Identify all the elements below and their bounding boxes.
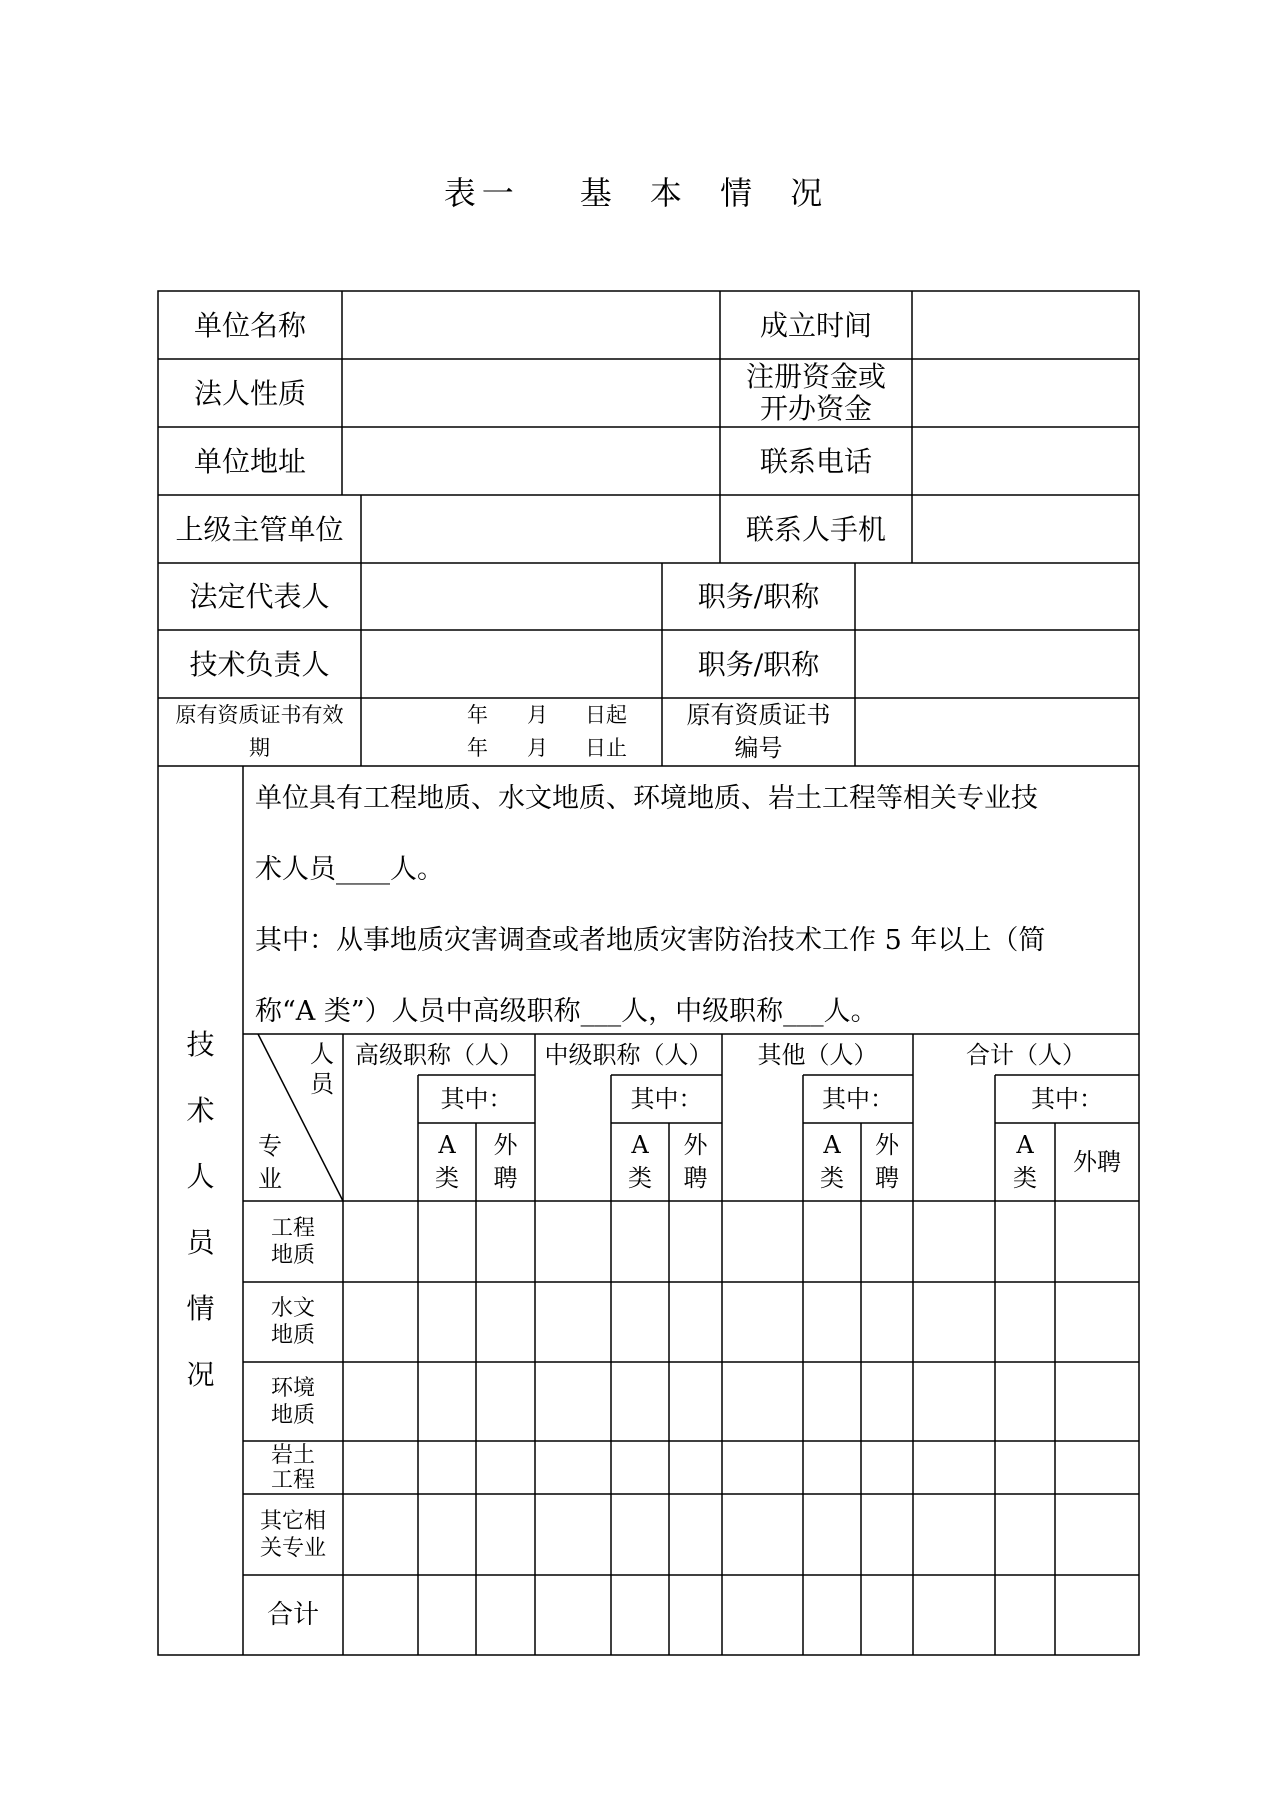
row-label-line: 地质 (270, 1242, 315, 1268)
col-external-total: 外聘 (1073, 1148, 1121, 1176)
group-header-other: 其他（人） (757, 1040, 878, 1069)
corner-header-major (253, 1130, 287, 1196)
external-char: 聘 (493, 1164, 518, 1192)
period-start-day: 日起 (585, 703, 627, 727)
row-label-engineering-geology (243, 1201, 343, 1282)
period-start-year: 年 (467, 703, 488, 727)
label-phone: 联系电话 (759, 444, 872, 478)
label-legal-rep: 法定代表人 (189, 580, 330, 613)
staff-label-char: 员 (186, 1226, 215, 1259)
row-label-line: 工程 (270, 1215, 315, 1241)
row-label-line: 工程 (270, 1467, 315, 1493)
col-external-senior (476, 1123, 535, 1201)
label-capital-line1: 注册资金或 (745, 360, 886, 393)
label-position-1: 职务/职称 (697, 580, 820, 613)
external-char: 外 (875, 1131, 899, 1159)
label-founded: 成立时间 (759, 308, 872, 342)
of-which-intermediate: 其中： (630, 1085, 703, 1113)
row-label-line: 水文 (270, 1296, 315, 1321)
external-char: 外 (493, 1131, 518, 1159)
a-class-char: 类 (628, 1164, 652, 1192)
corner-top-char: 员 (310, 1070, 334, 1098)
group-header-intermediate: 中级职称（人） (544, 1040, 713, 1069)
staff-section-label (158, 1010, 243, 1410)
row-label-environmental-geology (243, 1362, 343, 1441)
label-validity-line1: 原有资质证书有效 (175, 703, 344, 727)
row-label-line: 其它相 (259, 1508, 326, 1534)
field-address[interactable] (342, 427, 720, 495)
corner-top-char: 人 (310, 1040, 334, 1068)
col-external-other (861, 1123, 913, 1201)
a-class-char: A (1016, 1131, 1034, 1159)
a-class-char: A (438, 1131, 456, 1159)
period-end-month: 月 (527, 736, 548, 760)
group-header-total: 合计（人） (966, 1040, 1086, 1069)
field-contact-mobile[interactable] (912, 495, 1139, 563)
external-char: 聘 (875, 1164, 899, 1192)
staff-label-char: 技 (186, 1028, 215, 1061)
field-capital[interactable] (912, 359, 1139, 427)
title-prefix: 表一 (443, 174, 520, 212)
a-class-char: A (823, 1131, 841, 1159)
col-a-class-senior (418, 1123, 476, 1201)
field-cert-no[interactable] (855, 698, 1139, 766)
validity-period-start[interactable] (467, 698, 662, 732)
row-label-other-related (243, 1494, 343, 1575)
label-contact-mobile: 联系人手机 (745, 512, 886, 546)
para2-line-a: 其中：从事地质灾害调查或者地质灾害防治技术工作 5 年以上（简 (255, 925, 1046, 956)
label-tech-lead: 技术负责人 (189, 647, 330, 681)
col-a-class-total (995, 1123, 1055, 1201)
row-label-geotechnical (243, 1441, 343, 1494)
row-label-line: 地质 (270, 1323, 315, 1348)
row-label-line: 岩土 (270, 1442, 315, 1468)
field-tech-lead[interactable] (361, 630, 662, 698)
label-validity-line2: 期 (249, 736, 270, 760)
staff-label-char: 人 (186, 1160, 215, 1193)
a-class-char: 类 (435, 1164, 459, 1192)
of-which-senior: 其中： (440, 1085, 513, 1113)
col-a-class-other (803, 1123, 861, 1201)
a-class-char: 类 (1013, 1164, 1037, 1192)
validity-period-end[interactable] (467, 731, 662, 765)
field-phone[interactable] (912, 427, 1139, 495)
title-main: 基 本 情 况 (579, 174, 837, 212)
para1-line-a: 单位具有工程地质、水文地质、环境地质、岩土工程等相关专业技 (255, 783, 1038, 814)
row-label-line: 关专业 (259, 1535, 326, 1561)
label-address: 单位地址 (193, 444, 306, 478)
corner-bottom-char: 专 (258, 1132, 282, 1160)
corner-header-staff (305, 1036, 339, 1102)
staff-label-char: 况 (186, 1358, 215, 1391)
row-label-total: 合计 (266, 1599, 319, 1630)
a-class-char: 类 (820, 1164, 844, 1192)
label-cert-no-line2: 编号 (734, 734, 783, 762)
external-char: 外 (683, 1131, 708, 1159)
period-start-month: 月 (527, 703, 548, 727)
field-superior[interactable] (361, 495, 720, 563)
label-legal-nature: 法人性质 (193, 376, 306, 410)
label-capital (720, 359, 912, 427)
label-cert-no (662, 698, 855, 766)
para1-line-b: 术人员____人。 (255, 854, 444, 885)
row-label-line: 地质 (270, 1402, 315, 1428)
label-unit-name: 单位名称 (193, 308, 306, 342)
external-char: 聘 (683, 1164, 708, 1192)
staff-label-char: 情 (186, 1292, 215, 1325)
a-class-char: A (631, 1131, 649, 1159)
row-label-line: 环境 (270, 1375, 315, 1401)
field-position-1[interactable] (855, 563, 1139, 630)
group-header-senior: 高级职称（人） (355, 1040, 523, 1069)
col-a-class-intermediate (611, 1123, 669, 1201)
period-end-day: 日止 (585, 736, 627, 760)
corner-bottom-char: 业 (258, 1165, 282, 1193)
label-superior: 上级主管单位 (175, 512, 344, 546)
label-cert-no-line1: 原有资质证书 (686, 701, 831, 729)
field-legal-rep[interactable] (361, 563, 662, 630)
para2-line-b: 称“A 类”）人员中高级职称___人，中级职称___人。 (255, 996, 878, 1027)
field-unit-name[interactable] (342, 291, 720, 359)
field-founded[interactable] (912, 291, 1139, 359)
col-external-intermediate (669, 1123, 722, 1201)
staff-paragraph (255, 763, 1139, 1047)
label-position-2: 职务/职称 (697, 647, 820, 681)
of-which-total: 其中： (1031, 1085, 1103, 1113)
label-validity (158, 698, 361, 766)
label-capital-line2: 开办资金 (759, 392, 872, 425)
field-position-2[interactable] (855, 630, 1139, 698)
period-end-year: 年 (467, 736, 488, 760)
row-label-hydrogeology (243, 1282, 343, 1362)
field-legal-nature[interactable] (342, 359, 720, 427)
staff-label-char: 术 (186, 1094, 215, 1127)
of-which-other: 其中： (822, 1085, 894, 1113)
